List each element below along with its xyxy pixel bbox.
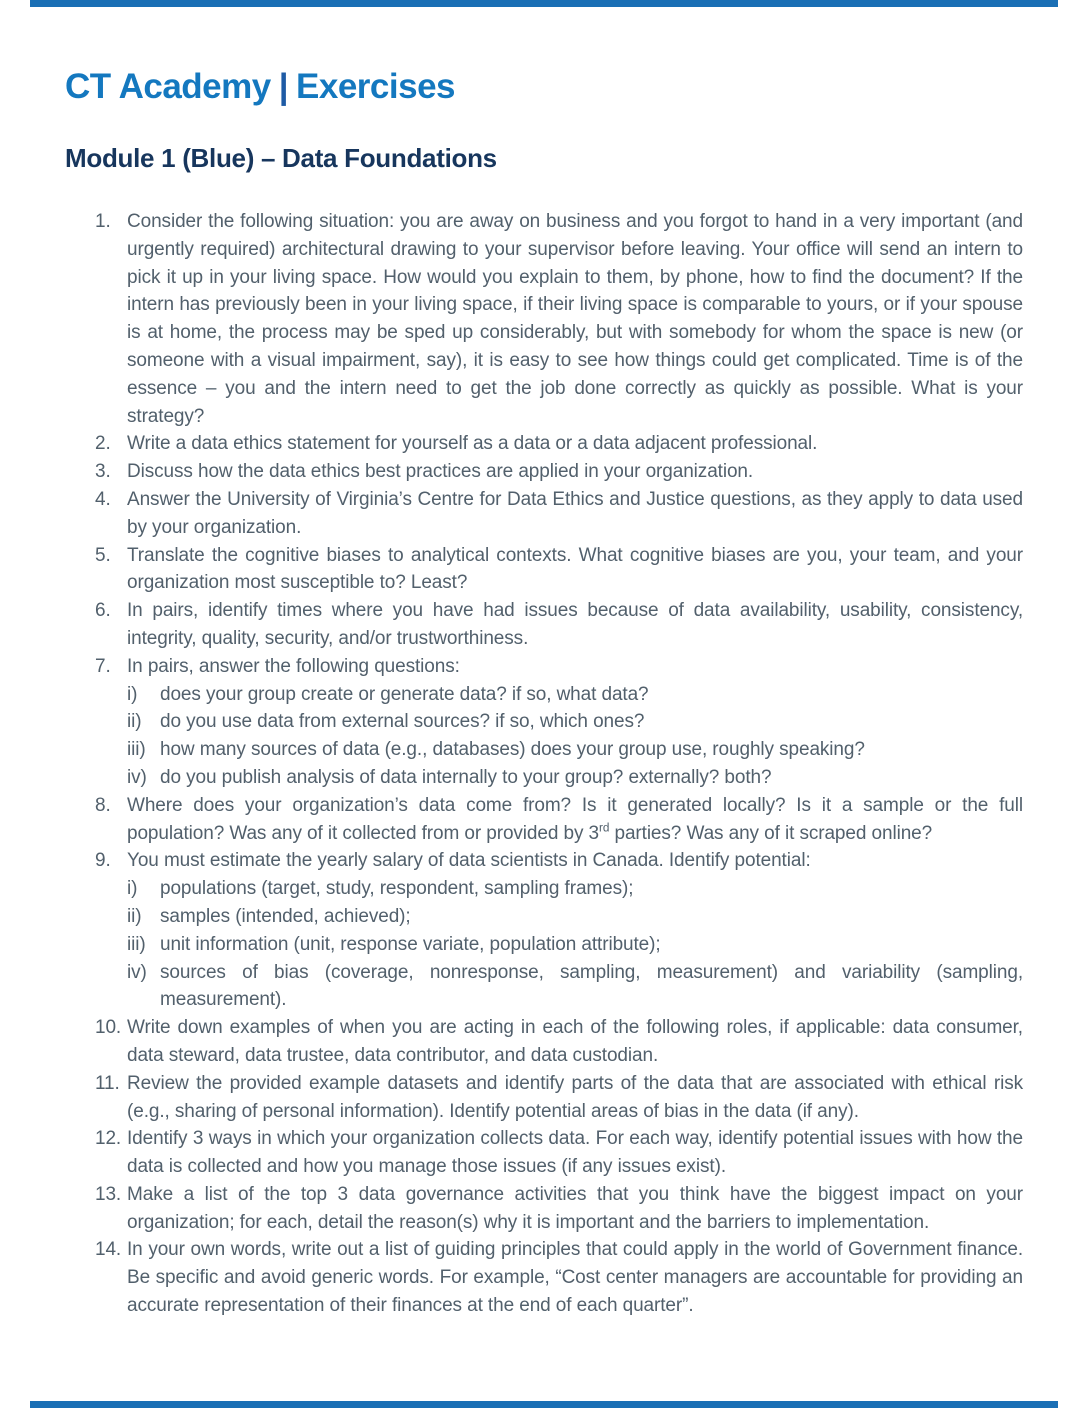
exercise-content bbox=[127, 486, 1023, 542]
exercise-content bbox=[127, 542, 1023, 598]
exercise-text bbox=[127, 792, 1023, 848]
exercise-content bbox=[127, 792, 1023, 848]
exercise-item-12 bbox=[95, 1125, 1023, 1181]
exercise-content bbox=[127, 1070, 1023, 1126]
exercise-number: 2. bbox=[95, 433, 111, 455]
exercise-subitem bbox=[127, 708, 1023, 736]
exercise-text: Answer the University of Virginia’s Centre for Data Ethics and Justice questions, as they apply to data used by your organization. bbox=[127, 488, 1023, 538]
exercise-item-13 bbox=[95, 1181, 1023, 1237]
exercise-item-11 bbox=[95, 1070, 1023, 1126]
exercise-text: Review the provided example datasets and identify parts of the data that are associated with ethical risk (e.g., sharing of personal information). Identify potential areas of bias in the data (if any). bbox=[127, 1072, 1023, 1122]
exercise-number: 4. bbox=[95, 488, 111, 510]
exercise-item-6 bbox=[95, 597, 1023, 653]
exercise-text: Translate the cognitive biases to analytical contexts. What cognitive biases are you, your team, and your organization most susceptible to? Least? bbox=[127, 544, 1023, 594]
subitem-marker: iii) bbox=[127, 739, 146, 761]
subitem-text: do you use data from external sources? if so, which ones? bbox=[160, 711, 645, 733]
exercise-text: In pairs, identify times where you have had issues because of data availability, usability, consistency, integrity, quality, security, and/or trustworthiness. bbox=[127, 600, 1023, 649]
exercise-content bbox=[127, 1014, 1023, 1070]
subitem-text: does your group create or generate data? if so, what data? bbox=[160, 683, 649, 705]
exercise-text: In your own words, write out a list of guiding principles that could apply in the world of Government finance. Be specific and avoid generic words. For example, “Cost center managers are accountable for providing an accurate representation of their finances at the end of each quarter”. bbox=[127, 1239, 1023, 1317]
exercise-subitem bbox=[127, 681, 1023, 709]
exercise-number: 14. bbox=[95, 1239, 122, 1261]
title-section: Exercises bbox=[296, 67, 455, 106]
exercise-number: 12. bbox=[95, 1128, 122, 1150]
exercise-number: 8. bbox=[95, 794, 111, 816]
subitem-marker: iv) bbox=[127, 766, 147, 788]
subitem-text: sources of bias (coverage, nonresponse, sampling, measurement) and variability (sampling, measurement). bbox=[160, 961, 1023, 1011]
subitem-text: how many sources of data (e.g., databases) does your group use, roughly speaking? bbox=[160, 739, 865, 761]
exercise-number: 7. bbox=[95, 655, 111, 677]
exercise-item-7 bbox=[95, 653, 1023, 792]
subitem-marker: i) bbox=[127, 878, 138, 900]
exercise-item-1 bbox=[95, 208, 1023, 430]
exercise-text: In pairs, answer the following questions: bbox=[127, 655, 460, 677]
exercise-number: 5. bbox=[95, 544, 111, 566]
exercise-number: 10. bbox=[95, 1017, 122, 1039]
exercise-item-14 bbox=[95, 1236, 1023, 1319]
exercise-list bbox=[95, 208, 1023, 1320]
module-heading: Module 1 (Blue) – Data Foundations bbox=[65, 143, 497, 173]
exercise-number: 6. bbox=[95, 600, 111, 622]
exercise-item-10 bbox=[95, 1014, 1023, 1070]
exercise-text: You must estimate the yearly salary of data scientists in Canada. Identify potential: bbox=[127, 850, 811, 872]
title-brand: CT Academy bbox=[65, 67, 271, 106]
exercise-content bbox=[127, 597, 1023, 653]
exercise-text: Write a data ethics statement for yourself as a data or a data adjacent professional. bbox=[127, 433, 818, 455]
document-title bbox=[65, 68, 1023, 106]
exercise-subitem bbox=[127, 764, 1023, 792]
text-segment: Where does your organization’s data come from? Is it generated locally? Is it a sample or the full population? Was any of it collected from or provided by 3 bbox=[127, 794, 1023, 844]
subitem-text: do you publish analysis of data internally to your group? externally? both? bbox=[160, 766, 772, 788]
exercise-content bbox=[127, 1181, 1023, 1237]
subitem-marker: iii) bbox=[127, 933, 146, 955]
exercise-text: Consider the following situation: you are away on business and you forgot to hand in a very important (and urgently required) architectural drawing to your supervisor before leaving. Your office will send an intern to pick it up in your living space. How would you explain to them, by phone, how to find the document? If the intern has previously been in your living space, if their living space is comparable to yours, or if your spouse is at home, the process may be sped up considerably, but with somebody for whom the space is new (or someone with a visual impairment, say), it is easy to see how things could get complicated. Time is of the essence – you and the intern need to get the job done correctly as quickly as possible. What is your strategy? bbox=[127, 211, 1023, 427]
exercise-subitem bbox=[127, 903, 1023, 931]
subitem-marker: iv) bbox=[127, 961, 147, 983]
exercise-content bbox=[127, 208, 1023, 430]
exercise-item-4 bbox=[95, 486, 1023, 542]
exercise-text: Make a list of the top 3 data governance activities that you think have the biggest impact on your organization; for each, detail the reason(s) why it is important and the barriers to implementation. bbox=[127, 1183, 1023, 1233]
exercise-text: Identify 3 ways in which your organization collects data. For each way, identify potential issues with how the data is collected and how you manage those issues (if any issues exist). bbox=[127, 1128, 1023, 1178]
exercise-subitem bbox=[127, 931, 1023, 959]
exercise-content bbox=[127, 1125, 1023, 1181]
bottom-accent-bar bbox=[30, 1401, 1058, 1408]
exercise-number: 9. bbox=[95, 850, 111, 872]
subitem-text: samples (intended, achieved); bbox=[160, 905, 411, 927]
text-segment: parties? Was any of it scraped online? bbox=[609, 822, 933, 844]
title-separator: | bbox=[278, 67, 289, 106]
exercise-text: Discuss how the data ethics best practices are applied in your organization. bbox=[127, 461, 754, 483]
exercise-content bbox=[127, 1236, 1023, 1319]
exercise-item-5 bbox=[95, 542, 1023, 598]
exercise-content bbox=[127, 458, 1023, 486]
subitem-marker: i) bbox=[127, 683, 138, 705]
exercise-item-9 bbox=[95, 847, 1023, 1014]
top-accent-bar bbox=[30, 0, 1058, 7]
subitem-marker: ii) bbox=[127, 905, 142, 927]
exercise-number: 3. bbox=[95, 461, 111, 483]
exercise-content bbox=[127, 653, 1023, 792]
exercise-number: 13. bbox=[95, 1183, 122, 1205]
exercise-subitem bbox=[127, 875, 1023, 903]
exercise-subitem bbox=[127, 736, 1023, 764]
superscript-text: rd bbox=[599, 821, 610, 835]
subitem-marker: ii) bbox=[127, 711, 142, 733]
exercise-content bbox=[127, 847, 1023, 1014]
exercise-item-8 bbox=[95, 792, 1023, 848]
exercise-number: 1. bbox=[95, 211, 111, 232]
exercise-subitem bbox=[127, 959, 1023, 1015]
exercise-text: Write down examples of when you are acting in each of the following roles, if applicable: data consumer, data steward, data trustee, data contributor, and data custodian. bbox=[127, 1017, 1023, 1066]
exercise-content bbox=[127, 430, 1023, 458]
subitem-text: unit information (unit, response variate, population attribute); bbox=[160, 933, 661, 955]
exercise-number: 11. bbox=[95, 1072, 120, 1094]
exercise-item-2 bbox=[95, 430, 1023, 458]
exercise-item-3 bbox=[95, 458, 1023, 486]
subitem-text: populations (target, study, respondent, sampling frames); bbox=[160, 878, 634, 900]
